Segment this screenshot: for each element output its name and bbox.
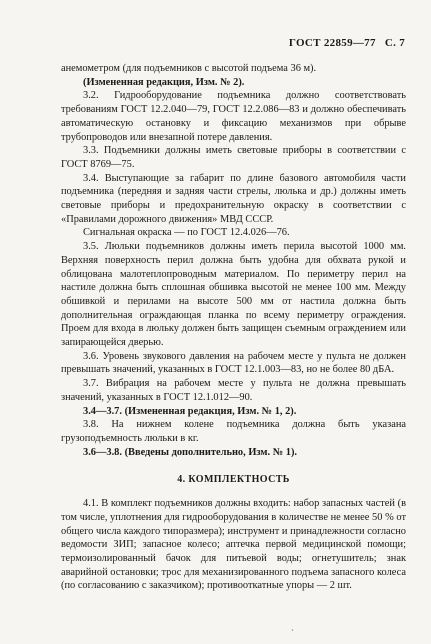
scan-mark-decoration: ` [291,628,294,638]
paragraph-3-7: 3.7. Вибрация на рабочем месте у пульта не должна превышать значений, указанных в ГОСТ 12.1.012—90. [61,378,406,403]
paragraph: анемометром (для подъемников с высотой подъема 36 м). [61,63,317,74]
paragraph-4-1: 4.1. В комплект подъемников должны входить: набор запасных частей (в том числе, уплотнения для гидрооборудования в количестве не менее 50 % от общего числа каждого типоразмера); инструмент и принадлежности согласно ведомости ЗИП; запасное колесо; аптечка первой медицинской помощи; термоизолированный бачок для питьевой воды; огнетушитель; знак аварийной остановки; трос для механизированного подъема запасного колеса (по согласованию с заказчиком); противооткатные упоры — 2 шт. [61,498,406,592]
amendment-note: (Измененная редакция, Изм. № 2). [83,76,245,88]
paragraph-signal-color: Сигнальная окраска — по ГОСТ 12.4.026—76. [83,227,290,239]
paragraph-3-8: 3.8. На нижнем колене подъемника должна быть указана грузоподъемность люльки в кг. [61,419,406,444]
amendment-note: 3.4—3.7. (Измененная редакция, Изм. № 1, 2). [83,405,297,417]
amendment-note: 3.6—3.8. (Введены дополнительно, Изм. № 1). [83,446,297,458]
standard-number: ГОСТ 22859—77 [288,37,376,49]
paragraph-3-2: 3.2. Гидрооборудование подъемника должно соответствовать требованиям ГОСТ 12.2.040—79, ГОСТ 12.2.086—83 и должно обеспечивать автоматическую остановку и фиксацию механизмов при обрыве трубопроводов или внезапной потере давления. [61,90,406,143]
document-body [61,62,406,593]
paragraph-3-5: 3.5. Люльки подъемников должны иметь перила высотой 1000 мм. Верхняя поверхность перил должна быть удобна для обхвата рукой и облицована малотеплопроводным материалом. По периметру перил на настиле должна быть сплошная обшивка высотой не менее 100 мм. Между обшивкой и перилами на высоте 500 мм от настила должна быть дополнительная ограждающая планка по всему периметру ограждения. Проем для входа в люльку должен быть защищен съемным ограждением или запирающейся дверью. [61,241,406,349]
paragraph-3-6: 3.6. Уровень звукового давления на рабочем месте у пульта не должен превышать значений, указанных в ГОСТ 12.1.003—83, но не более 80 дБА. [61,350,406,376]
paragraph-3-3: 3.3. Подъемники должны иметь световые приборы в соответствии с ГОСТ 8769—75. [61,145,406,170]
section-title: 4. КОМПЛЕКТНОСТЬ [177,474,290,486]
paragraph-3-4: 3.4. Выступающие за габарит по длине базового автомобиля части подъемника (передняя и задняя части стрелы, люлька и др.) должны иметь световые приборы и предохранительную окраску в соответствии с «Правилами дорожного движения» МВД СССР. [61,172,406,225]
page-header [289,37,405,49]
page-number: С. 7 [384,37,405,49]
